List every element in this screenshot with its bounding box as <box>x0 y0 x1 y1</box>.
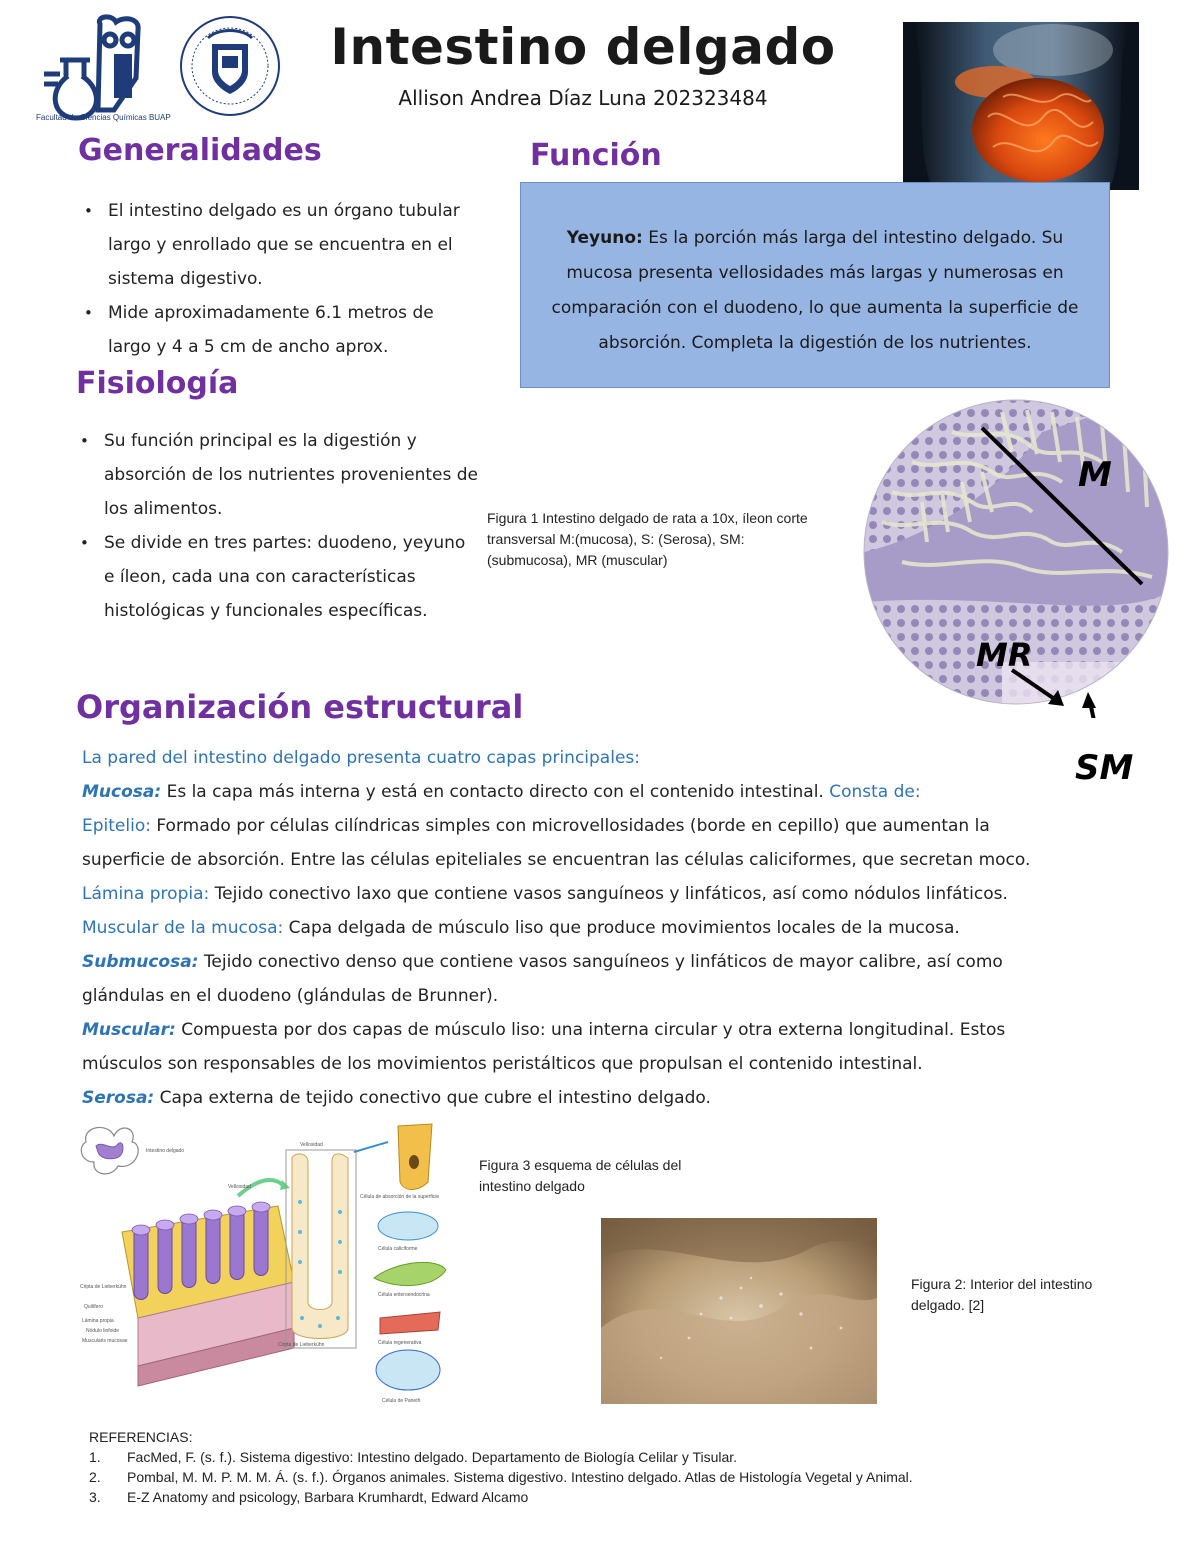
muscular-term: Muscular: <box>82 1020 176 1040</box>
fig3-label-entero: Célula enteroendocrina <box>378 1292 430 1298</box>
faculty-logo-caption: Facultad de Ciencias Químicas BUAP <box>36 113 171 122</box>
lamina-paragraph <box>82 877 1122 911</box>
yeyuno-term: Yeyuno: <box>566 228 643 248</box>
label-m: M <box>1078 455 1112 495</box>
fig3-label-nodulo: Nódulo linfoide <box>86 1328 120 1334</box>
serosa-paragraph <box>82 1081 1122 1115</box>
fig3-label-caliciforme: Célula caliciforme <box>378 1246 418 1252</box>
university-seal <box>178 14 282 118</box>
fig3-label-cripta1: Cripta de Lieberkühn <box>80 1284 127 1290</box>
lamina-term: Lámina propia: <box>82 884 210 904</box>
fig3-label-muscularis: Muscularis mucosae <box>82 1338 128 1344</box>
yeyuno-text: Es la porción más larga del intestino delgado. Su mucosa presenta vellosidades más largas y numerosas en comparación con el duodeno, lo que aumenta la superficie de absorción. Completa la digestión de los nutrientes. <box>551 228 1079 353</box>
fisiologia-heading: Fisiología <box>76 366 239 401</box>
generalidades-heading: Generalidades <box>78 133 322 168</box>
author-line: Allison Andrea Díaz Luna 202323484 <box>398 86 768 110</box>
list-item: 2. Pombal, M. M. P. M. M. Á. (s. f.). Órganos animales. Sistema digestivo. Intestino delgado. Atlas de Histología Vegetal y Animal. <box>89 1469 913 1485</box>
funcion-heading: Función <box>530 138 662 173</box>
fig3-label-vellosidad2: Vellosidad <box>300 1142 323 1148</box>
references-list <box>89 1447 1089 1507</box>
submucosa-term: Submucosa: <box>82 952 199 972</box>
submucosa-paragraph <box>82 945 1122 979</box>
figure2-caption: Figura 2: Interior del intestino delgado. [2] <box>911 1276 1093 1313</box>
fig3-label-intestino: Intestino delgado <box>146 1148 185 1154</box>
fig3-label-paneth: Célula de Paneth <box>382 1398 421 1404</box>
page-title: Intestino delgado <box>330 18 836 76</box>
mucosa-paragraph <box>82 775 1122 809</box>
fig3-label-vellosidad1: Vellosidad <box>228 1184 251 1190</box>
figure3-caption: Figura 3 esquema de células del intestino delgado <box>479 1157 682 1194</box>
list-item: • Mide aproximadamente 6.1 metros de largo y 4 a 5 cm de ancho aprox. <box>82 296 482 364</box>
fig3-label-regenerativa: Célula regenerativa <box>378 1340 422 1346</box>
label-sm: SM <box>1075 748 1134 788</box>
organizacion-heading: Organización estructural <box>76 688 524 726</box>
faculty-logo <box>38 14 148 126</box>
figure1-caption: Figura 1 Intestino delgado de rata a 10x, íleon corte transversal M:(mucosa), S: (Serosa), SM: (submucosa), MR (muscular) <box>487 510 808 568</box>
label-mr: MR <box>976 636 1033 674</box>
references-heading: REFERENCIAS: <box>89 1429 193 1445</box>
abdomen-intestine-illustration <box>903 22 1139 190</box>
intestine-micrograph <box>852 392 1170 718</box>
serosa-text: Capa externa de tejido conectivo que cubre el intestino delgado. <box>154 1088 711 1108</box>
list-item: • Su función principal es la digestión y absorción de los nutrientes provenientes de los alimentos. <box>78 424 478 526</box>
muscular-paragraph-cont: músculos son responsables de los movimientos peristálticos que propulsan el contenido intestinal. <box>82 1054 923 1074</box>
intestine-interior-photo <box>601 1218 877 1404</box>
mucosa-text: Es la capa más interna y está en contacto directo con el contenido intestinal. <box>161 782 830 802</box>
fig3-label-capilar: Quilífero <box>84 1304 103 1310</box>
intestinal-cells-diagram <box>78 1122 460 1412</box>
muscular-mucosa-paragraph <box>82 911 1122 945</box>
generalidades-list <box>82 194 482 364</box>
list-item: • El intestino delgado es un órgano tubular largo y enrollado que se encuentra en el sistema digestivo. <box>82 194 482 296</box>
epitelio-term: Epitelio: <box>82 816 151 836</box>
consta-label: Consta de: <box>829 782 921 802</box>
list-item: • Se divide en tres partes: duodeno, yeyuno e íleon, cada una con características histológicas y funcionales específicas. <box>78 526 478 628</box>
lamina-text: Tejido conectivo laxo que contiene vasos sanguíneos y linfáticos, así como nódulos linfáticos. <box>209 884 1008 904</box>
muscular-mucosa-text: Capa delgada de músculo liso que produce movimientos locales de la mucosa. <box>283 918 960 938</box>
fisiologia-list <box>78 424 478 628</box>
mucosa-term: Mucosa: <box>82 782 162 802</box>
list-item: 1. FacMed, F. (s. f.). Sistema digestivo: Intestino delgado. Departamento de Biología Celilar y Tisular. <box>89 1449 738 1465</box>
epitelio-paragraph <box>82 809 1122 843</box>
epitelio-text: Formado por células cilíndricas simples con microvellosidades (borde en cepillo) que aumentan la <box>150 816 990 836</box>
fig3-label-cripta2: Cripta de Lieberkühn <box>278 1342 325 1348</box>
submucosa-text: Tejido conectivo denso que contiene vasos sanguíneos y linfáticos de mayor calibre, así como <box>198 952 1003 972</box>
organizacion-body <box>82 741 1122 1115</box>
epitelio-paragraph-cont: superficie de absorción. Entre las células epiteliales se encuentran las células caliciformes, que secretan moco. <box>82 850 1031 870</box>
muscular-text: Compuesta por dos capas de músculo liso: una interna circular y otra externa longitudinal. Estos <box>175 1020 1006 1040</box>
list-item: 3. E-Z Anatomy and psicology, Barbara Krumhardt, Edward Alcamo <box>89 1489 529 1505</box>
fig3-label-lamina: Lámina propia <box>82 1318 114 1324</box>
funcion-box <box>520 182 1110 388</box>
muscular-mucosa-term: Muscular de la mucosa: <box>82 918 284 938</box>
organizacion-intro: La pared del intestino delgado presenta cuatro capas principales: <box>82 748 640 768</box>
serosa-term: Serosa: <box>82 1088 155 1108</box>
submucosa-paragraph-cont: glándulas en el duodeno (glándulas de Brunner). <box>82 986 499 1006</box>
fig3-label-absorcion: Célula de absorción de la superficie <box>360 1194 440 1200</box>
references <box>89 1427 1089 1507</box>
muscular-paragraph <box>82 1013 1122 1047</box>
